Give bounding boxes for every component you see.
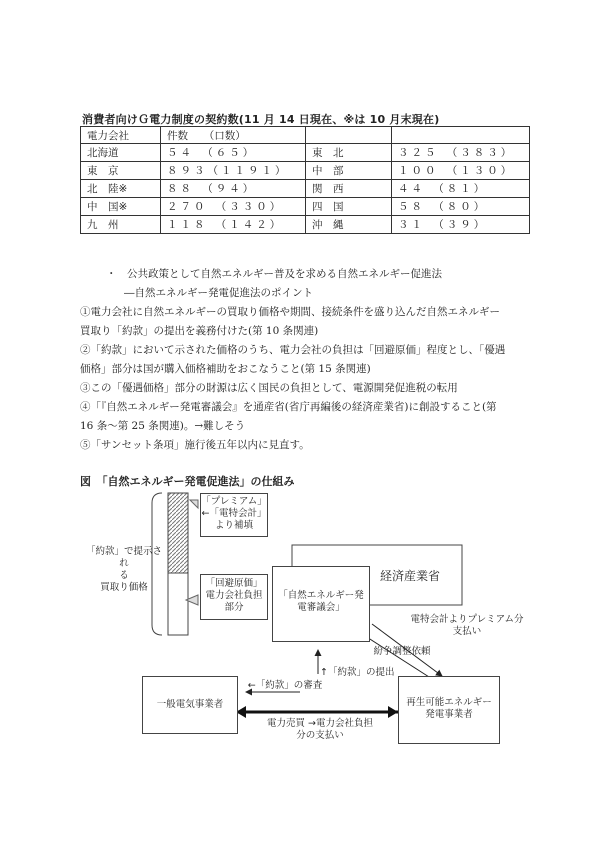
meti-label: 経済産業省 bbox=[380, 569, 441, 583]
point-2-line-2: 価格」部分は国が購入価格補助をおこなうこと(第 15 条関連) bbox=[80, 363, 371, 375]
company-cell: 北海道 bbox=[81, 144, 161, 162]
council-box bbox=[272, 566, 370, 642]
header-cell: 件数 （口数） bbox=[161, 127, 306, 144]
company-cell: 九 州 bbox=[81, 216, 161, 234]
figure-title: 図 「自然エネルギー発電促進法」の仕組み bbox=[80, 475, 295, 488]
point-2-line-1: ②「約款」において示された価格のうち、電力会社の負担は「回避原価」程度とし、「優遇 bbox=[80, 344, 506, 356]
point-3: ③この「優遇価格」部分の財源は広く国民の負担として、電源開発促進税の転用 bbox=[80, 382, 458, 394]
renewable-box bbox=[398, 676, 500, 744]
council-text: 「自然エネルギー発 電審議会」 bbox=[278, 590, 364, 613]
avoided-cost-box bbox=[200, 574, 268, 620]
count-cell: ８８ （９４） bbox=[161, 180, 306, 198]
count-cell: １１８ （１４２） bbox=[161, 216, 306, 234]
renewable-text: 再生可能エネルギー 発電事業者 bbox=[406, 697, 492, 720]
subheading: ―自然エネルギー発電促進法のポイント bbox=[124, 287, 313, 299]
company-cell: 四 国 bbox=[306, 198, 392, 216]
company-cell: 沖 縄 bbox=[306, 216, 392, 234]
count-cell: ５８ （８０） bbox=[392, 198, 530, 216]
bullet-line: ・ 公共政策として自然エネルギー普及を求める自然エネルギー促進法 bbox=[106, 268, 442, 280]
review-label: ←「約款」の審査 bbox=[247, 680, 323, 691]
submit-label: ↑「約款」の提出 bbox=[320, 667, 395, 678]
company-cell: 関 西 bbox=[306, 180, 392, 198]
count-cell: ４４ （８１） bbox=[392, 180, 530, 198]
point-1-line-1: ①電力会社に自然エネルギーの買取り価格や期間、接続条件を盛り込んだ自然エネルギー bbox=[80, 306, 500, 318]
count-cell: ３２５ （３８３） bbox=[392, 144, 530, 162]
company-cell: 東 北 bbox=[306, 144, 392, 162]
point-4-line-1: ④「『自然エネルギー発電審議会』を通産省(省庁再編後の経済産業省)に創設すること(第 bbox=[80, 401, 497, 413]
header-cell: 電力会社 bbox=[81, 127, 161, 144]
count-cell: ８９３（１１９１） bbox=[161, 162, 306, 180]
premium-pointer bbox=[190, 500, 198, 508]
company-cell: 中 部 bbox=[306, 162, 392, 180]
point-1-line-2: 買取り「約款」の提出を義務付けた(第 10 条関連) bbox=[80, 325, 319, 337]
count-cell: １００ （１３０） bbox=[392, 162, 530, 180]
count-cell: ５４ （６５） bbox=[161, 144, 306, 162]
avoided-cost-text: 「回避原価」 電力会社負担 部分 bbox=[205, 578, 263, 613]
power-trade-right-head bbox=[388, 706, 398, 718]
price-label: 「約款」で提示され る 買取り価格 bbox=[85, 546, 162, 593]
company-cell: 東 京 bbox=[81, 162, 161, 180]
premium-segment bbox=[168, 493, 188, 573]
power-trade-label: 電力売買 →電力会社負担 分の支払い bbox=[267, 718, 373, 741]
count-cell: ２７０ （３３０） bbox=[161, 198, 306, 216]
company-cell: 北 陸※ bbox=[81, 180, 161, 198]
count-cell: ３１ （３９） bbox=[392, 216, 530, 234]
premium-pay-label: 電特会計よりプレミアム分 支払い bbox=[410, 614, 524, 637]
point-5: ⑤「サンセット条項」施行後五年以内に見直す。 bbox=[80, 439, 310, 451]
table-title: 消費者向けＧ電力制度の契約数(11 月 14 日現在、※は 10 月末現在) bbox=[82, 113, 440, 126]
utility-box bbox=[142, 676, 238, 734]
premium-box bbox=[200, 493, 268, 537]
utility-text: 一般電気事業者 bbox=[156, 699, 224, 710]
premium-box-text: 「プレミアム」 ←「電特会計」 より補填 bbox=[201, 496, 267, 531]
dispute-label: 紛争調整依頼 bbox=[373, 646, 431, 657]
point-4-line-2: 16 条～第 25 条関連)。→難しそう bbox=[80, 420, 246, 432]
company-cell: 中 国※ bbox=[81, 198, 161, 216]
